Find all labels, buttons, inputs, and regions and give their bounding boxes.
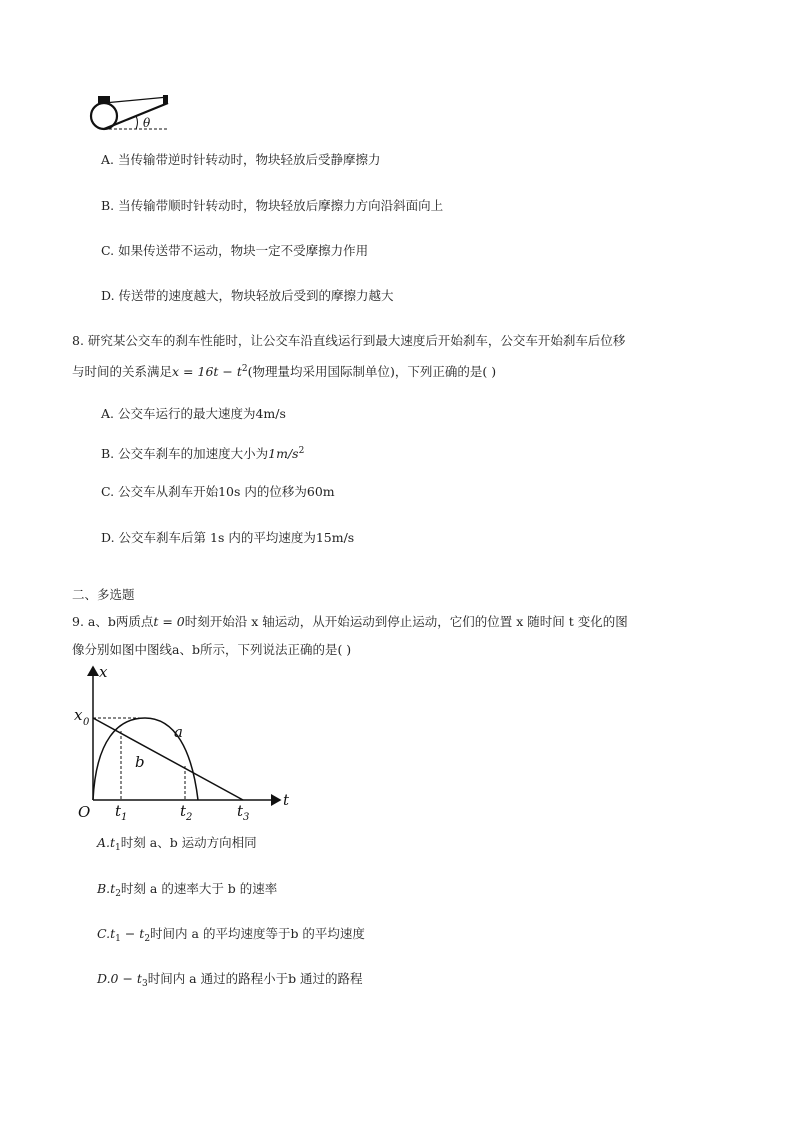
q9-option-c — [97, 926, 365, 947]
q9-option-d-sub: 3 — [141, 979, 148, 989]
q9-option-c-sub1: 1 — [115, 934, 121, 944]
x-axis-label: t — [283, 791, 290, 809]
q9-option-b-sub: 2 — [115, 889, 121, 899]
q9-option-a-text: 时刻 a、b 运动方向相同 — [120, 835, 257, 850]
q8-option-c: C. 公交车从刹车开始10s 内的位移为60m — [101, 484, 335, 499]
q9-option-d-text: 时间内 a 通过的路程小于b 通过的路程 — [147, 971, 363, 986]
q9-option-c-letter: C.t — [97, 926, 116, 941]
angle-theta-label: θ — [143, 116, 151, 130]
t3-label: t — [237, 802, 244, 820]
t1-label: t — [115, 802, 122, 820]
q8-option-d: D. 公交车刹车后第 1s 内的平均速度为15m/s — [101, 530, 355, 545]
q9-option-d-letter: D.0 − t — [97, 971, 142, 986]
t2-subscript: 2 — [186, 812, 193, 823]
q8-option-b-text: B. 公交车刹车的加速度大小为 — [101, 446, 269, 461]
x0-label: x — [74, 706, 83, 724]
q8-option-b-unit: 1m/s — [268, 446, 299, 461]
q8-stem-line1: 8. 研究某公交车的刹车性能时，让公交车沿直线运行到最大速度后开始刹车，公交车开始刹车后位移 — [72, 333, 626, 348]
q8-stem-suffix: (物理量均采用国际制单位)，下列正确的是( ) — [247, 364, 497, 379]
q8-formula-exponent: 2 — [241, 364, 248, 374]
q9-option-a-letter: A.t — [97, 835, 116, 850]
q9-option-c-text: 时间内 a 的平均速度等于b 的平均速度 — [150, 926, 365, 941]
q9-option-b-text: 时刻 a 的速率大于 b 的速率 — [120, 881, 278, 896]
section-title-multiple-choice: 二、多选题 — [72, 587, 135, 602]
q7-option-d: D. 传送带的速度越大，物块轻放后受到的摩擦力越大 — [101, 288, 394, 303]
q7-option-b: B. 当传输带顺时针转动时，物块轻放后摩擦力方向沿斜面向上 — [101, 198, 444, 213]
q9-option-a — [97, 835, 257, 856]
q9-option-a-sub: 1 — [115, 843, 121, 853]
line-b-label: b — [135, 753, 145, 771]
q7-option-a: A. 当传输带逆时针转动时，物块轻放后受静摩擦力 — [101, 152, 381, 167]
q8-option-a: A. 公交车运行的最大速度为4m/s — [101, 406, 286, 421]
q9-stem-math: t = 0 — [153, 614, 185, 629]
q9-option-b-letter: B.t — [97, 881, 116, 896]
t1-subscript: 1 — [121, 812, 128, 823]
t3-subscript: 3 — [243, 812, 250, 823]
q9-option-d — [97, 971, 363, 992]
x0-subscript: 0 — [83, 717, 90, 728]
q9-option-b — [97, 881, 277, 902]
y-axis-label: x — [99, 663, 108, 681]
q9-stem-line2: 像分别如图中图线a、b所示，下列说法正确的是( ) — [72, 642, 352, 657]
q9-option-c-mid: − t — [120, 926, 145, 941]
t2-label: t — [180, 802, 187, 820]
curve-a-label: a — [174, 723, 183, 741]
q8-option-b-exponent: 2 — [298, 446, 305, 456]
q9-stem-suffix: 时刻开始沿 x 轴运动，从开始运动到停止运动，它们的位置 x 随时间 t 变化的图 — [184, 614, 628, 629]
q7-option-c: C. 如果传送带不运动，物块一定不受摩擦力作用 — [101, 243, 369, 258]
q8-stem-prefix: 与时间的关系满足 — [72, 364, 173, 379]
origin-label: O — [78, 803, 91, 821]
q9-option-c-sub2: 2 — [144, 934, 151, 944]
q8-formula: x = 16t − t — [172, 364, 242, 379]
q9-stem-prefix: 9. a、b两质点 — [72, 614, 154, 629]
